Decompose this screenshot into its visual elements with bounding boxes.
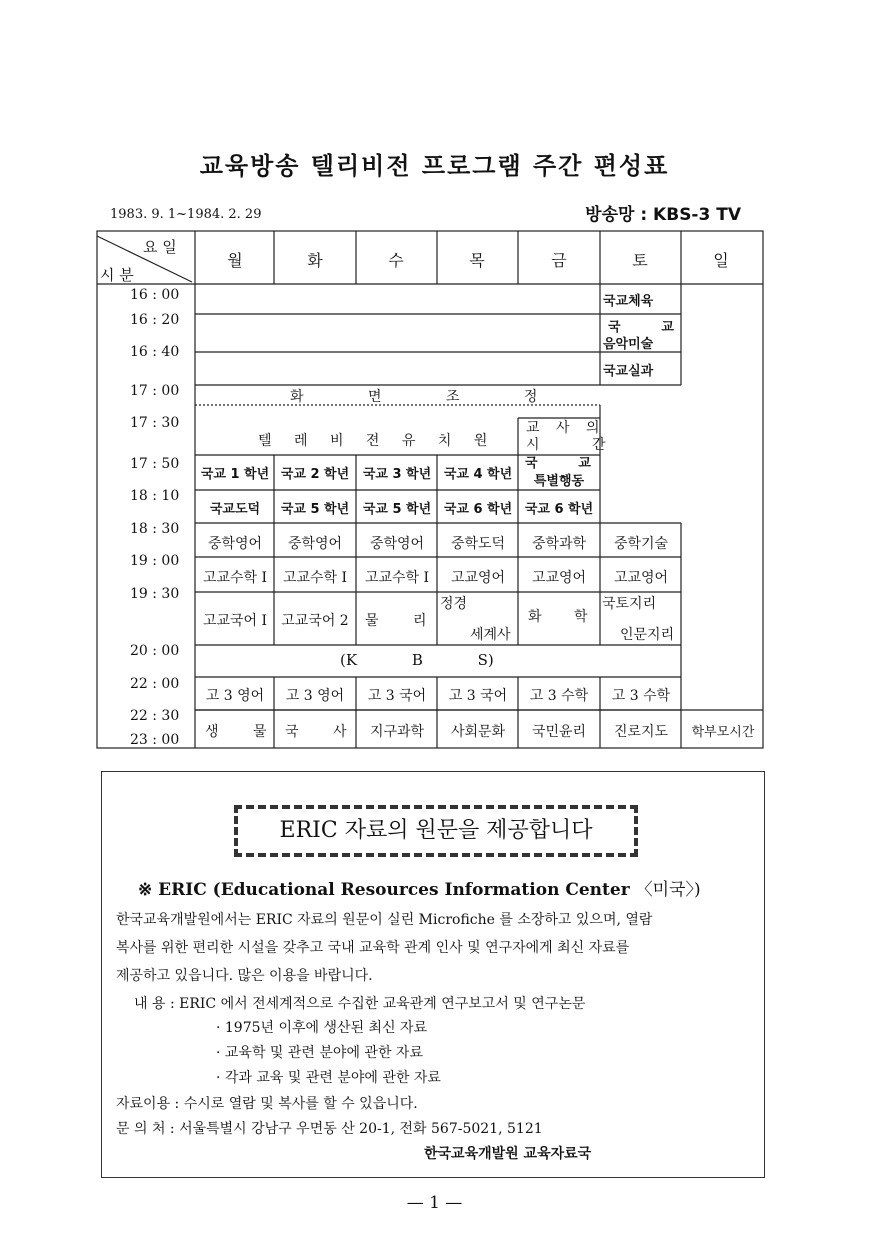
program-cell: 고교수학 I	[282, 570, 348, 586]
program-cell: 국교 2 학년	[280, 467, 350, 482]
page-number: — 1 —	[406, 1193, 463, 1213]
time-label: 17 : 00	[130, 383, 180, 399]
program-cell: 중학기술	[613, 536, 669, 552]
time-label: 16 : 40	[130, 344, 180, 360]
program-cell: 화 학	[528, 609, 588, 625]
program-cell: 고 3 수학	[529, 688, 589, 704]
eric-heading	[138, 875, 701, 900]
program-cell: 고교수학 I	[202, 570, 268, 586]
day-header-fri: 금	[551, 251, 567, 270]
program-cell: 국 사	[285, 724, 347, 740]
time-label: 19 : 30	[130, 586, 180, 602]
program-cell: 국교도덕	[209, 502, 261, 517]
program-cell: 고 3 국어	[448, 688, 508, 704]
program-cell: 국교 5 학년	[362, 502, 432, 517]
program-cell: 고 3 수학	[611, 688, 671, 704]
eric-banner: ERIC 자료의 원문을 제공합니다	[234, 805, 638, 857]
eric-country: 〈미국〉)	[635, 880, 701, 900]
program-cell: 국토지리	[602, 596, 657, 612]
program-cell: 국교체육	[603, 294, 654, 309]
time-label: 18 : 10	[130, 488, 180, 504]
program-cell: 국교실과	[603, 364, 654, 379]
program-cell: 특별행동	[533, 474, 585, 489]
day-header-sun: 일	[713, 251, 729, 270]
time-label: 19 : 00	[130, 553, 180, 569]
eric-contact: 문 의 처 : 서울특별시 강남구 우면동 산 20-1, 전화 567-5021, 5121	[116, 1121, 543, 1137]
eric-content-text: ERIC 에서 전세계적으로 수집한 교육관계 연구보고서 및 연구논문	[179, 996, 586, 1012]
time-label: 22 : 30	[130, 708, 180, 724]
broadcast-period: 1983. 9. 1~1984. 2. 29	[110, 207, 262, 222]
time-label: 23 : 00	[130, 732, 180, 748]
program-cell: 물 리	[365, 613, 427, 629]
program-cell: 국교 5 학년	[280, 502, 350, 517]
day-header-tue: 화	[307, 251, 323, 270]
time-label: 22 : 00	[130, 676, 180, 692]
time-label: 20 : 00	[130, 643, 180, 659]
program-cell: 지구과학	[369, 724, 425, 740]
time-label: 18 : 30	[130, 521, 180, 537]
corner-time-label: 시 분	[100, 266, 134, 284]
time-label: 16 : 20	[130, 312, 180, 328]
program-cell: 국 교	[525, 456, 591, 471]
eric-name: ※ ERIC (Educational Resources Information Center	[138, 880, 630, 900]
program-cell: 고교국어 I	[202, 613, 268, 629]
program-cell: 고 3 영어	[205, 688, 265, 704]
program-cell: 중학도덕	[450, 536, 506, 552]
program-cell: 고 3 국어	[367, 688, 427, 704]
eric-usage: 자료이용 : 수시로 열람 및 복사를 할 수 있읍니다.	[116, 1096, 418, 1112]
program-cell: 고교영어	[450, 570, 506, 586]
eric-organization: 한국교육개발원 교육자료국	[424, 1146, 592, 1162]
program-cell: 국민윤리	[531, 724, 587, 740]
time-label: 17 : 50	[130, 456, 180, 472]
program-cell: 중학과학	[531, 536, 587, 552]
program-cell: 국교 6 학년	[524, 502, 594, 517]
kbs-program: (K B S)	[340, 651, 494, 669]
program-cell: 국교 3 학년	[362, 467, 432, 482]
program-cell: 국교 1 학년	[200, 467, 270, 482]
eric-bullet: · 교육학 및 관련 분야에 관한 자료	[216, 1045, 423, 1061]
program-cell: 생 물	[205, 724, 267, 740]
screen-adjust: 화 면 조 정	[290, 389, 568, 405]
program-cell: 중학영어	[207, 536, 263, 552]
program-cell: 국교 6 학년	[443, 502, 513, 517]
eric-intro-line: 복사를 위한 편리한 시설을 갖추고 국내 교육학 관계 인사 및 연구자에게 최신 자료를	[116, 940, 630, 956]
program-cell: 시 간	[526, 437, 630, 453]
program-cell: 고 3 영어	[285, 688, 345, 704]
program-cell: 고교수학 I	[364, 570, 430, 586]
program-cell: 텔 레 비 젼 유 치 원	[258, 433, 497, 449]
time-label: 16 : 00	[130, 287, 180, 303]
program-cell: 국 교	[608, 320, 674, 335]
eric-content-label: 내 용 :	[134, 996, 175, 1012]
eric-intro-line: 제공하고 있읍니다. 많은 이용을 바랍니다.	[116, 968, 373, 984]
program-cell: 교 사 의	[526, 420, 606, 436]
day-header-sat: 토	[632, 251, 648, 270]
broadcast-channel: 방송망 : KBS-3 TV	[585, 205, 741, 225]
program-cell: 고교영어	[531, 570, 587, 586]
time-label: 17 : 30	[130, 415, 180, 431]
eric-bullet: · 1975년 이후에 생산된 최신 자료	[216, 1020, 428, 1036]
day-header-mon: 월	[227, 251, 243, 270]
corner-day-label: 요 일	[143, 238, 177, 256]
program-cell: 인문지리	[620, 627, 675, 643]
program-cell: 중학영어	[287, 536, 343, 552]
day-header-wed: 수	[388, 251, 404, 270]
day-header-thu: 목	[469, 251, 485, 270]
program-cell: 중학영어	[369, 536, 425, 552]
program-cell: 국교 4 학년	[443, 467, 513, 482]
page-title: 교육방송 텔리비전 프로그램 주간 편성표	[199, 152, 670, 180]
program-cell: 음악미술	[603, 337, 654, 352]
program-cell: 진로지도	[613, 724, 669, 740]
eric-intro-line: 한국교육개발원에서는 ERIC 자료의 원문이 실린 Microfiche 를 소장하고 있으며, 열람	[116, 912, 653, 928]
program-cell: 고교영어	[613, 570, 669, 586]
eric-bullet: · 각과 교육 및 관련 분야에 관한 자료	[216, 1070, 441, 1086]
program-cell: 고교국어 2	[281, 613, 349, 629]
program-cell: 학부모시간	[691, 725, 755, 740]
program-cell: 정경	[440, 596, 468, 612]
program-cell: 사회문화	[450, 724, 506, 740]
program-cell: 세계사	[470, 627, 511, 643]
